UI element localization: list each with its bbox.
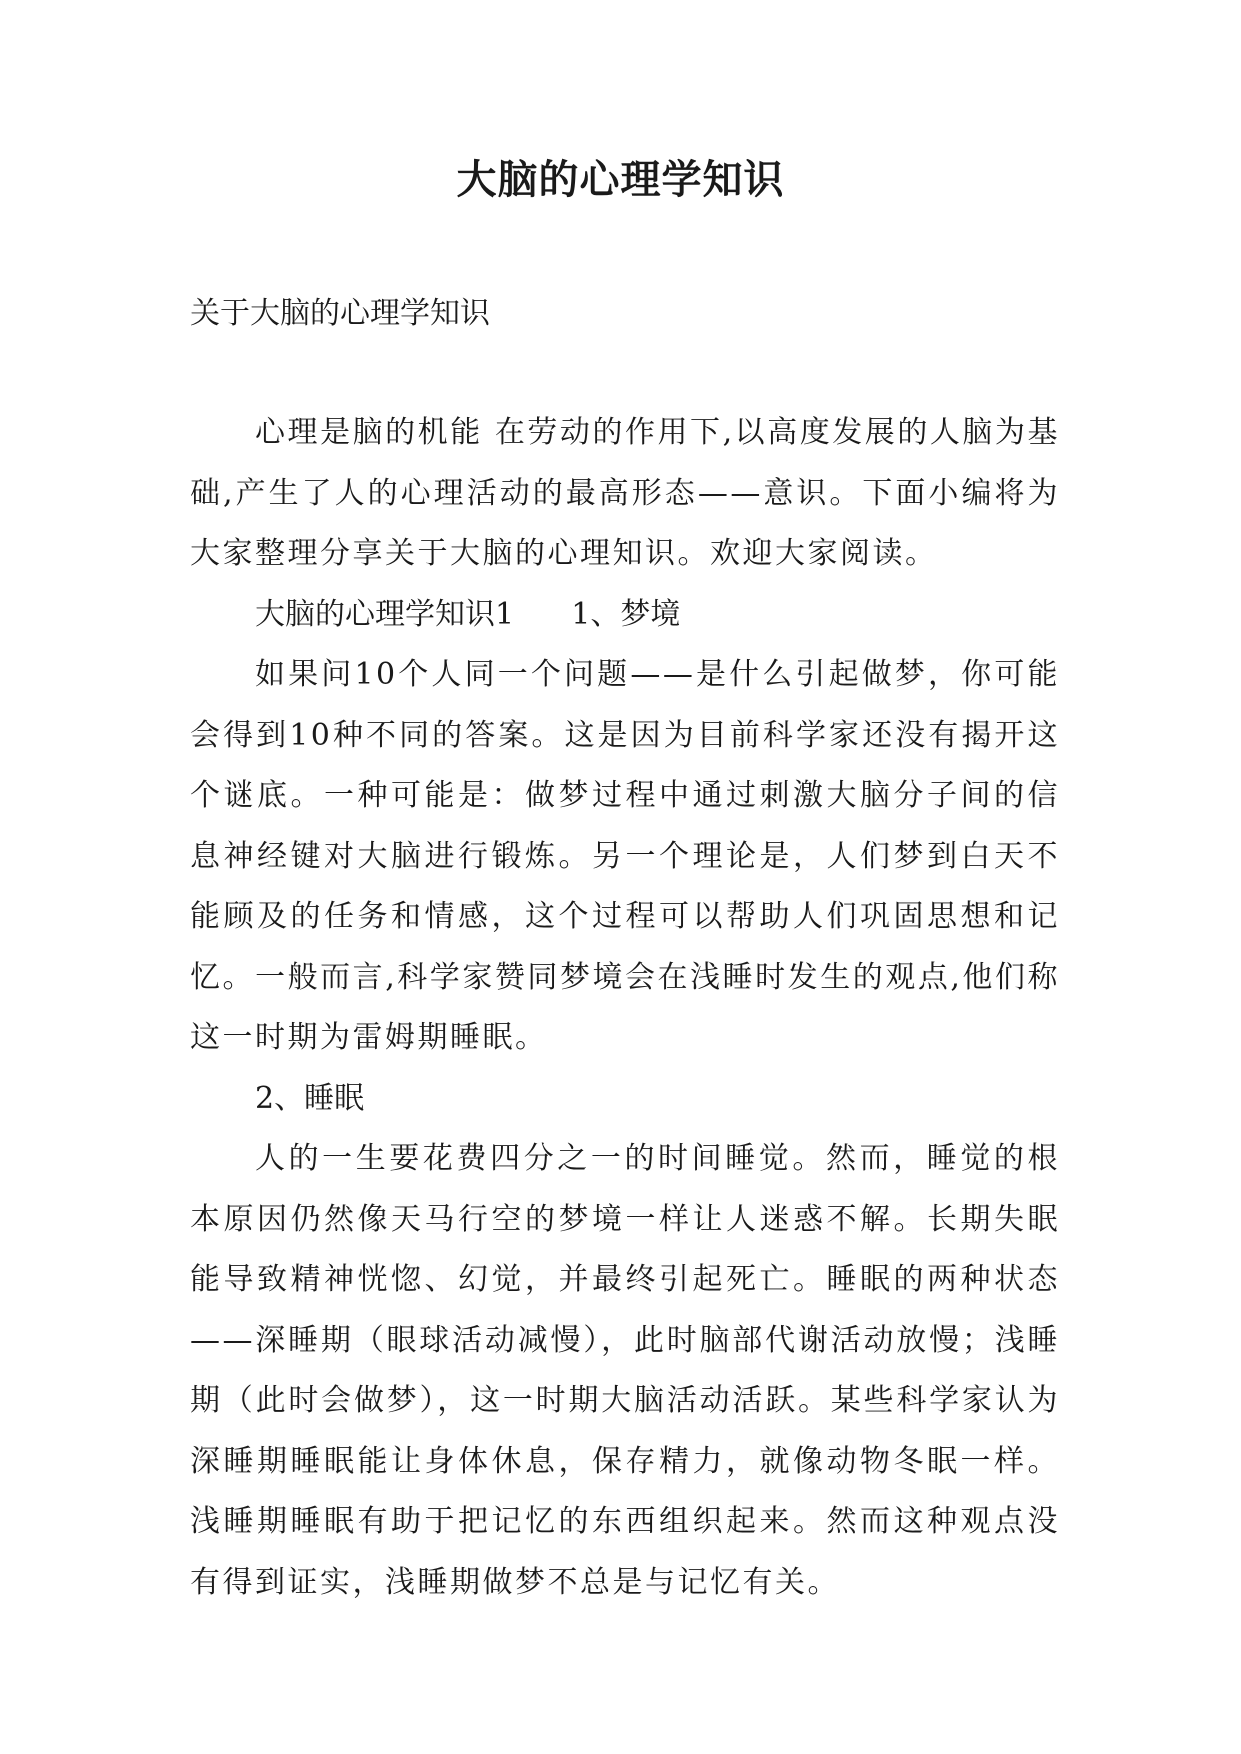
intro-paragraph: 心理是脑的机能 在劳动的作用下,以高度发展的人脑为基础,产生了人的心理活动的最高形态——意识。下面小编将为大家整理分享关于大脑的心理知识。欢迎大家阅读。 xyxy=(190,415,1060,571)
document-subtitle: 关于大脑的心理学知识 xyxy=(190,296,490,331)
sleep-paragraph: 人的一生要花费四分之一的时间睡觉。然而，睡觉的根本原因仍然像天马行空的梦境一样让人迷惑不解。长期失眠能导致精神恍惚、幻觉，并最终引起死亡。睡眠的两种状态——深睡期（眼球活动减慢），此时脑部代谢活动放慢；浅睡期（此时会做梦），这一时期大脑活动活跃。某些科学家认为深睡期睡眠能让身体休息，保存精力，就像动物冬眠一样。浅睡期睡眠有助于把记忆的东西组织起来。然而这种观点没有得到证实，浅睡期做梦不总是与记忆有关。 xyxy=(190,1141,1060,1600)
dream-paragraph: 如果问10个人同一个问题——是什么引起做梦，你可能会得到10种不同的答案。这是因为目前科学家还没有揭开这个谜底。一种可能是：做梦过程中通过刺激大脑分子间的信息神经键对大脑进行锻炼。另一个理论是，人们梦到白天不能顾及的任务和情感，这个过程可以帮助人们巩固思想和记忆。一般而言,科学家赞同梦境会在浅睡时发生的观点,他们称这一时期为雷姆期睡眠。 xyxy=(190,657,1060,1055)
section-heading-dream: 大脑的心理学知识1 1、梦境 xyxy=(255,596,681,632)
document-body xyxy=(190,403,1060,1613)
document-title: 大脑的心理学知识 xyxy=(456,156,785,203)
section-heading-sleep: 2、睡眠 xyxy=(255,1080,365,1116)
